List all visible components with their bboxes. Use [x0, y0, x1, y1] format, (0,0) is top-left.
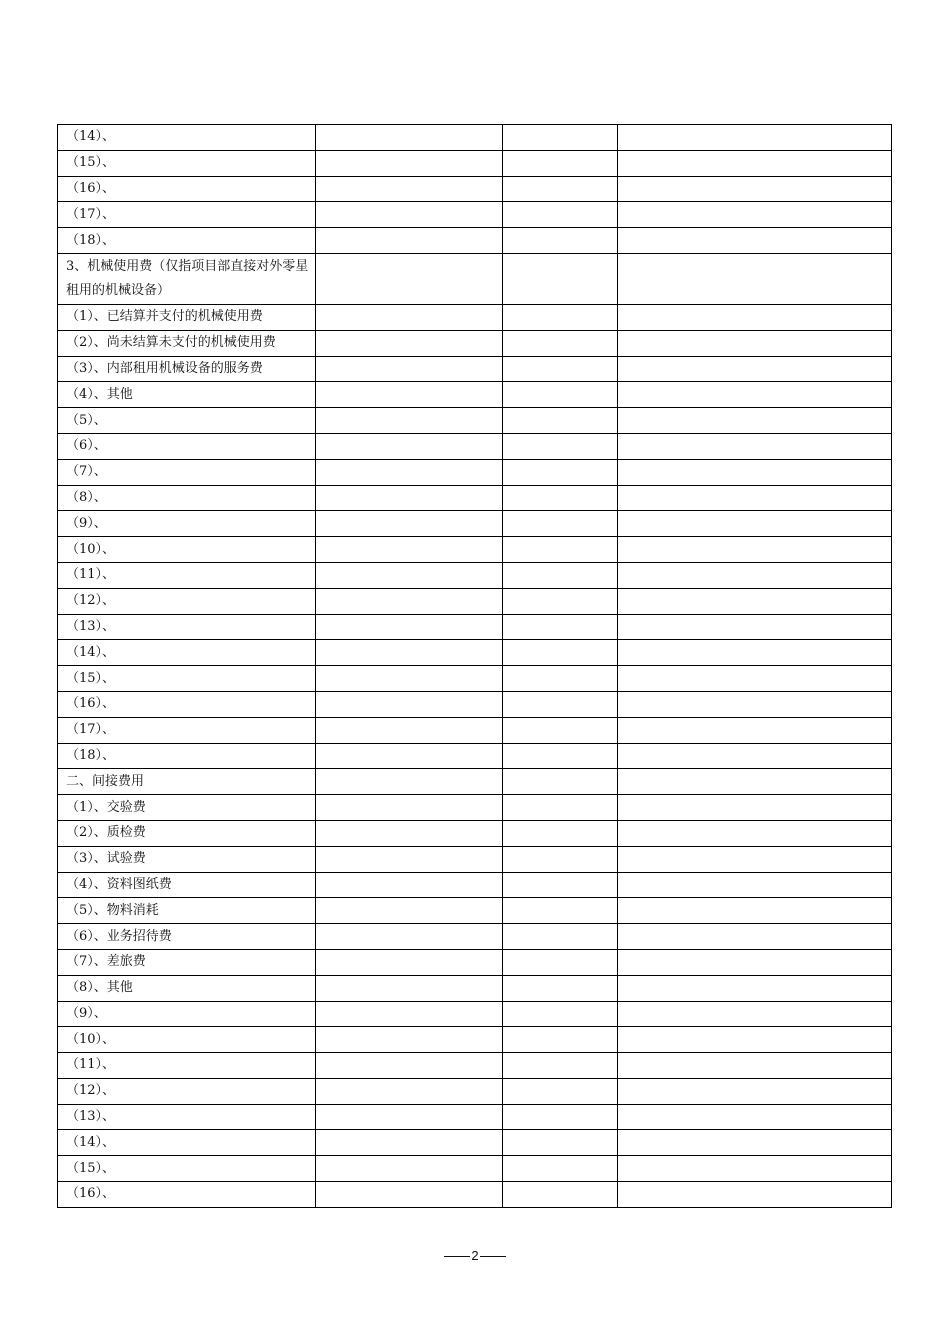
row-label-cell: 二、间接费用	[58, 769, 316, 795]
row-label-cell: （15）、	[58, 150, 316, 176]
value-cell-4[interactable]	[618, 1027, 892, 1053]
value-cell-4[interactable]	[618, 485, 892, 511]
value-cell-3[interactable]	[503, 1053, 618, 1079]
row-label-cell: （12）、	[58, 1078, 316, 1104]
row-label-cell: （17）、	[58, 717, 316, 743]
value-cell-2[interactable]	[316, 666, 503, 692]
value-cell-2[interactable]	[316, 202, 503, 228]
value-cell-3[interactable]	[503, 511, 618, 537]
value-cell-4[interactable]	[618, 769, 892, 795]
page-footer	[0, 1248, 950, 1263]
table-row	[58, 1027, 892, 1053]
table-row	[58, 795, 892, 821]
row-label-cell: 3、机械使用费（仅指项目部直接对外零星租用的机械设备）	[58, 253, 316, 304]
value-cell-3[interactable]	[503, 795, 618, 821]
value-cell-4[interactable]	[618, 356, 892, 382]
value-cell-4[interactable]	[618, 150, 892, 176]
table-row	[58, 666, 892, 692]
value-cell-4[interactable]	[618, 304, 892, 330]
value-cell-4[interactable]	[618, 382, 892, 408]
row-label-cell: （15）、	[58, 666, 316, 692]
value-cell-4[interactable]	[618, 1182, 892, 1208]
value-cell-4[interactable]	[618, 511, 892, 537]
value-cell-2[interactable]	[316, 562, 503, 588]
value-cell-2[interactable]	[316, 228, 503, 254]
value-cell-4[interactable]	[618, 666, 892, 692]
value-cell-4[interactable]	[618, 1156, 892, 1182]
value-cell-3[interactable]	[503, 176, 618, 202]
value-cell-4[interactable]	[618, 1130, 892, 1156]
value-cell-4[interactable]	[618, 691, 892, 717]
value-cell-2[interactable]	[316, 330, 503, 356]
value-cell-3[interactable]	[503, 202, 618, 228]
value-cell-4[interactable]	[618, 433, 892, 459]
value-cell-2[interactable]	[316, 588, 503, 614]
value-cell-2[interactable]	[316, 356, 503, 382]
value-cell-2[interactable]	[316, 408, 503, 434]
value-cell-3[interactable]	[503, 304, 618, 330]
table-row	[58, 640, 892, 666]
value-cell-2[interactable]	[316, 975, 503, 1001]
cost-table	[57, 124, 892, 1208]
row-label-cell: （14）、	[58, 1130, 316, 1156]
value-cell-4[interactable]	[618, 253, 892, 304]
value-cell-3[interactable]	[503, 537, 618, 563]
value-cell-2[interactable]	[316, 872, 503, 898]
value-cell-2[interactable]	[316, 1053, 503, 1079]
row-label-cell: （4）、其他	[58, 382, 316, 408]
table-row	[58, 356, 892, 382]
table-row	[58, 898, 892, 924]
row-label-cell: （3）、内部租用机械设备的服务费	[58, 356, 316, 382]
table-row	[58, 304, 892, 330]
table-row	[58, 408, 892, 434]
value-cell-2[interactable]	[316, 614, 503, 640]
value-cell-2[interactable]	[316, 717, 503, 743]
value-cell-3[interactable]	[503, 666, 618, 692]
row-label-cell: （16）、	[58, 176, 316, 202]
row-label-cell: （2）、质检费	[58, 820, 316, 846]
table-row	[58, 1001, 892, 1027]
table-row	[58, 1130, 892, 1156]
row-label-cell: （12）、	[58, 588, 316, 614]
value-cell-2[interactable]	[316, 949, 503, 975]
row-label-cell: （16）、	[58, 691, 316, 717]
table-row	[58, 537, 892, 563]
value-cell-3[interactable]	[503, 330, 618, 356]
table-row	[58, 1053, 892, 1079]
row-label-cell: （5）、	[58, 408, 316, 434]
value-cell-3[interactable]	[503, 228, 618, 254]
value-cell-3[interactable]	[503, 769, 618, 795]
row-label-cell: （14）、	[58, 640, 316, 666]
row-label-cell: （17）、	[58, 202, 316, 228]
table-row	[58, 176, 892, 202]
value-cell-4[interactable]	[618, 614, 892, 640]
value-cell-2[interactable]	[316, 176, 503, 202]
row-label-cell: （8）、	[58, 485, 316, 511]
row-label-cell: （13）、	[58, 614, 316, 640]
row-label-cell: （3）、试验费	[58, 846, 316, 872]
row-label-cell: （11）、	[58, 1053, 316, 1079]
row-label-cell: （9）、	[58, 1001, 316, 1027]
value-cell-3[interactable]	[503, 924, 618, 950]
value-cell-2[interactable]	[316, 253, 503, 304]
value-cell-4[interactable]	[618, 537, 892, 563]
table-row	[58, 924, 892, 950]
row-label-cell: （16）、	[58, 1182, 316, 1208]
value-cell-2[interactable]	[316, 691, 503, 717]
table-row	[58, 1078, 892, 1104]
table-row	[58, 1182, 892, 1208]
value-cell-2[interactable]	[316, 846, 503, 872]
value-cell-2[interactable]	[316, 150, 503, 176]
value-cell-4[interactable]	[618, 872, 892, 898]
value-cell-3[interactable]	[503, 1130, 618, 1156]
value-cell-2[interactable]	[316, 1130, 503, 1156]
table-row	[58, 846, 892, 872]
value-cell-2[interactable]	[316, 125, 503, 151]
table-row	[58, 330, 892, 356]
row-label-cell: （8）、其他	[58, 975, 316, 1001]
table-row	[58, 433, 892, 459]
table-row	[58, 125, 892, 151]
value-cell-2[interactable]	[316, 1001, 503, 1027]
value-cell-3[interactable]	[503, 485, 618, 511]
value-cell-3[interactable]	[503, 356, 618, 382]
table-row	[58, 588, 892, 614]
value-cell-3[interactable]	[503, 898, 618, 924]
value-cell-4[interactable]	[618, 795, 892, 821]
value-cell-2[interactable]	[316, 1104, 503, 1130]
value-cell-2[interactable]	[316, 304, 503, 330]
value-cell-2[interactable]	[316, 640, 503, 666]
value-cell-3[interactable]	[503, 949, 618, 975]
row-label-cell: （1）、交验费	[58, 795, 316, 821]
value-cell-4[interactable]	[618, 176, 892, 202]
table-row	[58, 975, 892, 1001]
value-cell-4[interactable]	[618, 1078, 892, 1104]
row-label-cell: （10）、	[58, 537, 316, 563]
value-cell-3[interactable]	[503, 820, 618, 846]
table-row	[58, 1156, 892, 1182]
value-cell-2[interactable]	[316, 769, 503, 795]
value-cell-3[interactable]	[503, 150, 618, 176]
value-cell-4[interactable]	[618, 846, 892, 872]
row-label-cell: （4）、资料图纸费	[58, 872, 316, 898]
row-label-cell: （18）、	[58, 743, 316, 769]
value-cell-2[interactable]	[316, 795, 503, 821]
value-cell-3[interactable]	[503, 459, 618, 485]
value-cell-4[interactable]	[618, 820, 892, 846]
value-cell-4[interactable]	[618, 640, 892, 666]
row-label-cell: （5）、物料消耗	[58, 898, 316, 924]
value-cell-4[interactable]	[618, 898, 892, 924]
value-cell-3[interactable]	[503, 691, 618, 717]
table-row	[58, 202, 892, 228]
table-row	[58, 228, 892, 254]
row-label-cell: （11）、	[58, 562, 316, 588]
value-cell-3[interactable]	[503, 1104, 618, 1130]
value-cell-4[interactable]	[618, 408, 892, 434]
value-cell-2[interactable]	[316, 433, 503, 459]
value-cell-2[interactable]	[316, 1027, 503, 1053]
value-cell-2[interactable]	[316, 743, 503, 769]
value-cell-3[interactable]	[503, 382, 618, 408]
value-cell-4[interactable]	[618, 975, 892, 1001]
value-cell-3[interactable]	[503, 125, 618, 151]
value-cell-3[interactable]	[503, 975, 618, 1001]
value-cell-3[interactable]	[503, 743, 618, 769]
table-row	[58, 1104, 892, 1130]
row-label-cell: （10）、	[58, 1027, 316, 1053]
cost-table-body	[58, 125, 892, 1208]
value-cell-4[interactable]	[618, 1053, 892, 1079]
value-cell-4[interactable]	[618, 330, 892, 356]
footer-rule-right	[480, 1256, 506, 1257]
value-cell-3[interactable]	[503, 408, 618, 434]
value-cell-3[interactable]	[503, 1156, 618, 1182]
value-cell-2[interactable]	[316, 382, 503, 408]
value-cell-2[interactable]	[316, 1182, 503, 1208]
table-row	[58, 614, 892, 640]
value-cell-4[interactable]	[618, 717, 892, 743]
value-cell-2[interactable]	[316, 820, 503, 846]
row-label-cell: （9）、	[58, 511, 316, 537]
value-cell-2[interactable]	[316, 485, 503, 511]
value-cell-3[interactable]	[503, 717, 618, 743]
table-row	[58, 769, 892, 795]
value-cell-3[interactable]	[503, 846, 618, 872]
table-row	[58, 949, 892, 975]
footer-rule-left	[444, 1256, 470, 1257]
value-cell-4[interactable]	[618, 924, 892, 950]
table-row	[58, 253, 892, 304]
table-row	[58, 150, 892, 176]
value-cell-3[interactable]	[503, 872, 618, 898]
value-cell-3[interactable]	[503, 562, 618, 588]
row-label-cell: （1）、已结算并支付的机械使用费	[58, 304, 316, 330]
table-row	[58, 459, 892, 485]
value-cell-4[interactable]	[618, 588, 892, 614]
value-cell-3[interactable]	[503, 614, 618, 640]
row-label-cell: （13）、	[58, 1104, 316, 1130]
table-row	[58, 485, 892, 511]
value-cell-3[interactable]	[503, 253, 618, 304]
table-row	[58, 743, 892, 769]
table-row	[58, 511, 892, 537]
value-cell-4[interactable]	[618, 562, 892, 588]
table-row	[58, 717, 892, 743]
value-cell-3[interactable]	[503, 588, 618, 614]
value-cell-3[interactable]	[503, 433, 618, 459]
row-label-cell: （7）、差旅费	[58, 949, 316, 975]
row-label-cell: （18）、	[58, 228, 316, 254]
value-cell-3[interactable]	[503, 640, 618, 666]
value-cell-4[interactable]	[618, 1104, 892, 1130]
value-cell-3[interactable]	[503, 1001, 618, 1027]
value-cell-4[interactable]	[618, 949, 892, 975]
table-row	[58, 872, 892, 898]
value-cell-2[interactable]	[316, 924, 503, 950]
value-cell-3[interactable]	[503, 1027, 618, 1053]
value-cell-3[interactable]	[503, 1078, 618, 1104]
value-cell-2[interactable]	[316, 459, 503, 485]
value-cell-4[interactable]	[618, 202, 892, 228]
row-label-cell: （6）、	[58, 433, 316, 459]
value-cell-2[interactable]	[316, 1078, 503, 1104]
row-label-cell: （6）、业务招待费	[58, 924, 316, 950]
table-row	[58, 820, 892, 846]
value-cell-2[interactable]	[316, 1156, 503, 1182]
value-cell-4[interactable]	[618, 743, 892, 769]
page-number: 2	[471, 1248, 479, 1263]
row-label-cell: （15）、	[58, 1156, 316, 1182]
value-cell-4[interactable]	[618, 1001, 892, 1027]
row-label-cell: （7）、	[58, 459, 316, 485]
value-cell-2[interactable]	[316, 511, 503, 537]
table-row	[58, 382, 892, 408]
value-cell-2[interactable]	[316, 898, 503, 924]
row-label-cell: （2）、尚未结算未支付的机械使用费	[58, 330, 316, 356]
table-row	[58, 691, 892, 717]
row-label-cell: （14）、	[58, 125, 316, 151]
value-cell-4[interactable]	[618, 228, 892, 254]
value-cell-3[interactable]	[503, 1182, 618, 1208]
table-row	[58, 562, 892, 588]
value-cell-2[interactable]	[316, 537, 503, 563]
value-cell-4[interactable]	[618, 459, 892, 485]
value-cell-4[interactable]	[618, 125, 892, 151]
